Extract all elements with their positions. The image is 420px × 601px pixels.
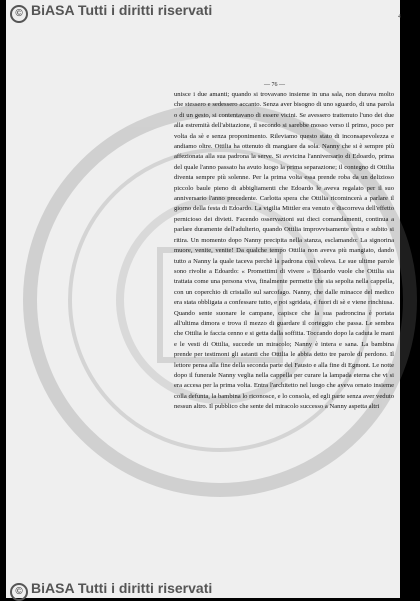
page-number: — 76 — [264, 82, 285, 88]
watermark-bottom [10, 580, 310, 601]
watermark-bottom-text: BiASA Tutti i diritti riservati [31, 580, 213, 596]
watermark-top-text: BiASA Tutti i diritti riservati [31, 2, 213, 18]
book-page [6, 0, 400, 598]
body-text [174, 90, 394, 413]
paragraph: unisce i due amanti; quando si trovavano insieme in una sala, non durava molto che stessero e sedessero accanto. Senza aver bisogno di uno sguardo, di una parola o di un gesto, si contentavano di essere vicini. Se avessero trattenuto l'uno dei due alla estremità dell'abitazione, il secondo si sarebbe mosso verso il primo, poco per volta da sè e senza proponimento. Rileviamo questo stato di inconsapevolezza e andiamo oltre. Ottilia ha ottenuto di mangiare da sola. Nanny che si è sempre più affezionata alla sua padrona la serve. Si avvicina l'anniversario di Edoardo, prima del quale l'anno passato ha avuto luogo la prima separazione; il contegno di Ottilia diventa sempre più solenne. Per la prima volta essa prende roba da un delizioso piccolo baule pieno di abbigliamenti che Edoardo le aveva regalato per il suo anniversario l'anno precedente. Carlotta spera che Ottilia ricomincerà a parlare il giorno della festa di Edoardo. La vigilia Mittler era venuto e discorreva dell'effetto pernicioso dei divieti. Facendo osservazioni sui dieci comandamenti, continua a parlare duramente dell'adulterio, quando Ottilia improvvisamente entra e subito si ritira. Un momento dopo Nanny precipita nella stanza, esclamando: La signorina muore, venite, venite! Da qualche tempo Ottilia non aveva più mangiato, dando tutto a Nanny la quale taceva perchè la padrona così voleva. Le sue ultime parole sono rivolte a Edoardo: « Promettimi di vivere » Edoardo vuole che Ottilia sia trattata come una persona viva, finalmente permette che sia sepolta nella cappella, con un coperchio di cristallo sul sarcofago. Nanny, che dalle minacce del medico era stata obbligata a confessare tutto, e poi sgridata, è fuori di sè e viene rinchiusa. Quando sente suonare le campane, capisce che la sua padroncina è portata all'ultima dimora e trova il mezzo di guardare il corteggio che passa. Le sembra che Ottilia le faccia cenno e si getta dalla soffitta. Toccando dopo la caduta le mani e le vesti di Ottilia, succede un miracolo; Nanny è intera e sana. La bambina prende per testimoni gli astanti che Ottilia le abbia detto tre parole di perdono. Il lettore pensa alla fine della seconda parte del Fausto e alla fine di Egmont. Le notte dopo il funerale Nanny veglia nella cappella per curare la lampada eterna che vi si era accesa per la prima volta. Entra l'architetto nel luogo che aveva ornato insieme colla defunta, la bambina lo riconosce, e lo consola, ed egli parte senza aver veduto nessun altro. Il pubblico che sente del miracolo successo a Nanny aspetta altri [174, 91, 394, 411]
watermark-top [10, 2, 310, 23]
copyright-icon: © [10, 5, 28, 23]
margin-mark: 4 [398, 14, 401, 20]
copyright-icon: © [10, 583, 28, 601]
